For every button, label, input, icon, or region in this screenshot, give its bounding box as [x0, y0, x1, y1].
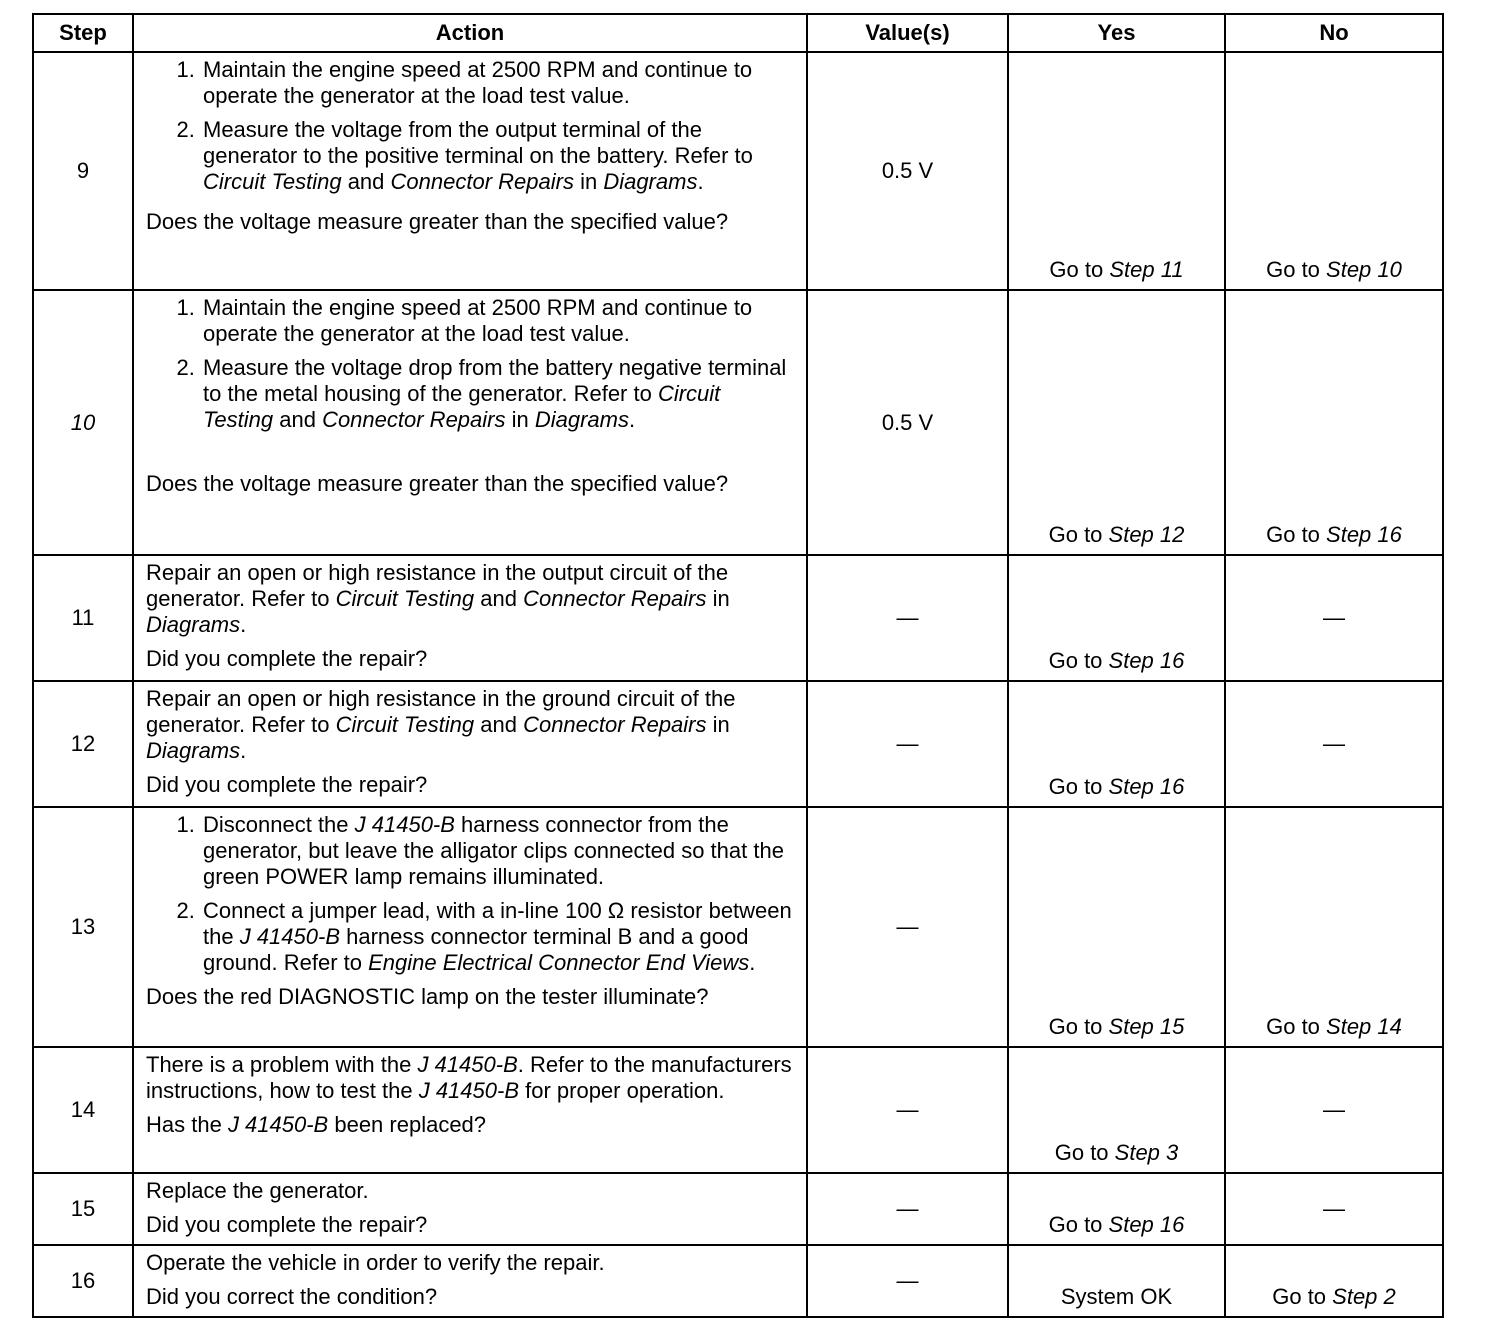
action-text: Operate the vehicle in order to verify the repair.: [146, 1250, 605, 1275]
value-cell: —: [807, 1047, 1008, 1173]
step-number: 9: [33, 52, 133, 290]
yes-cell: Go to Step 12: [1008, 290, 1225, 555]
action-question: Did you complete the repair?: [146, 772, 428, 797]
table-row: [33, 1173, 1443, 1245]
table-row: [33, 807, 1443, 1047]
action-cell: [133, 555, 807, 681]
action-cell: [133, 681, 807, 807]
no-cell: —: [1225, 681, 1443, 807]
step-number: 16: [33, 1245, 133, 1317]
table-row: [33, 1047, 1443, 1173]
diagnostic-table: [32, 13, 1444, 1318]
action-step: 2. Measure the voltage drop from the battery negative terminal to the metal housing of the generator. Refer to Circuit Testing and Connector Repairs in Diagrams.: [201, 355, 796, 433]
value-cell: —: [807, 1245, 1008, 1317]
action-cell: [133, 1047, 807, 1173]
step-number: 15: [33, 1173, 133, 1245]
yes-cell: Go to Step 11: [1008, 52, 1225, 290]
action-steps: [146, 812, 796, 976]
action-question: Does the voltage measure greater than the specified value?: [146, 209, 729, 234]
step-number: 14: [33, 1047, 133, 1173]
step-number: 10: [33, 290, 133, 555]
no-cell: Go to Step 16: [1225, 290, 1443, 555]
no-cell: Go to Step 14: [1225, 807, 1443, 1047]
value-cell: 0.5 V: [807, 52, 1008, 290]
action-question: Has the J 41450-B been replaced?: [146, 1112, 487, 1137]
value-cell: —: [807, 807, 1008, 1047]
action-steps: [146, 295, 796, 433]
no-cell: —: [1225, 1047, 1443, 1173]
table-row: [33, 555, 1443, 681]
value-cell: —: [807, 555, 1008, 681]
value-cell: 0.5 V: [807, 290, 1008, 555]
action-question: Does the red DIAGNOSTIC lamp on the tester illuminate?: [146, 984, 709, 1009]
action-question: Did you complete the repair?: [146, 1212, 428, 1237]
yes-cell: Go to Step 16: [1008, 681, 1225, 807]
yes-cell: Go to Step 16: [1008, 555, 1225, 681]
table-row: [33, 1245, 1443, 1317]
header-step: Step: [33, 14, 133, 52]
table-row: [33, 681, 1443, 807]
no-cell: Go to Step 2: [1225, 1245, 1443, 1317]
header-yes: Yes: [1008, 14, 1225, 52]
action-question: Did you correct the condition?: [146, 1284, 438, 1309]
action-question: Does the voltage measure greater than the specified value?: [146, 471, 729, 496]
action-step: 2. Measure the voltage from the output terminal of the generator to the positive terminal on the battery. Refer to Circuit Testing and Connector Repairs in Diagrams.: [201, 117, 796, 195]
action-step: 1. Maintain the engine speed at 2500 RPM and continue to operate the generator at the load test value.: [201, 57, 796, 109]
yes-cell: Go to Step 15: [1008, 807, 1225, 1047]
value-cell: —: [807, 1173, 1008, 1245]
step-number: 12: [33, 681, 133, 807]
header-row: [33, 14, 1443, 52]
action-question: Did you complete the repair?: [146, 646, 428, 671]
header-action: Action: [133, 14, 807, 52]
action-step: 2. Connect a jumper lead, with a in-line 100 Ω resistor between the J 41450-B harness connector terminal B and a good ground. Refer to Engine Electrical Connector End Views.: [201, 898, 796, 976]
header-values: Value(s): [807, 14, 1008, 52]
value-cell: —: [807, 681, 1008, 807]
no-cell: Go to Step 10: [1225, 52, 1443, 290]
table-row: [33, 52, 1443, 290]
action-text: Repair an open or high resistance in the ground circuit of the generator. Refer to Circuit Testing and Connector Repairs in Diagrams.: [146, 686, 736, 763]
action-cell: [133, 1173, 807, 1245]
yes-cell: System OK: [1008, 1245, 1225, 1317]
action-steps: [146, 57, 796, 195]
action-cell: [133, 807, 807, 1047]
action-cell: [133, 52, 807, 290]
no-cell: —: [1225, 1173, 1443, 1245]
action-cell: [133, 290, 807, 555]
step-number: 13: [33, 807, 133, 1047]
action-step: 1. Maintain the engine speed at 2500 RPM and continue to operate the generator at the load test value.: [201, 295, 796, 347]
action-text: Replace the generator.: [146, 1178, 369, 1203]
action-text: Repair an open or high resistance in the output circuit of the generator. Refer to Circuit Testing and Connector Repairs in Diagrams.: [146, 560, 730, 637]
yes-cell: Go to Step 16: [1008, 1173, 1225, 1245]
action-step: 1. Disconnect the J 41450-B harness connector from the generator, but leave the alligator clips connected so that the green POWER lamp remains illuminated.: [201, 812, 796, 890]
header-no: No: [1225, 14, 1443, 52]
no-cell: —: [1225, 555, 1443, 681]
action-cell: [133, 1245, 807, 1317]
step-number: 11: [33, 555, 133, 681]
table-row: [33, 290, 1443, 555]
yes-cell: Go to Step 3: [1008, 1047, 1225, 1173]
action-text: There is a problem with the J 41450-B. Refer to the manufacturers instructions, how to test the J 41450-B for proper operation.: [146, 1052, 792, 1103]
